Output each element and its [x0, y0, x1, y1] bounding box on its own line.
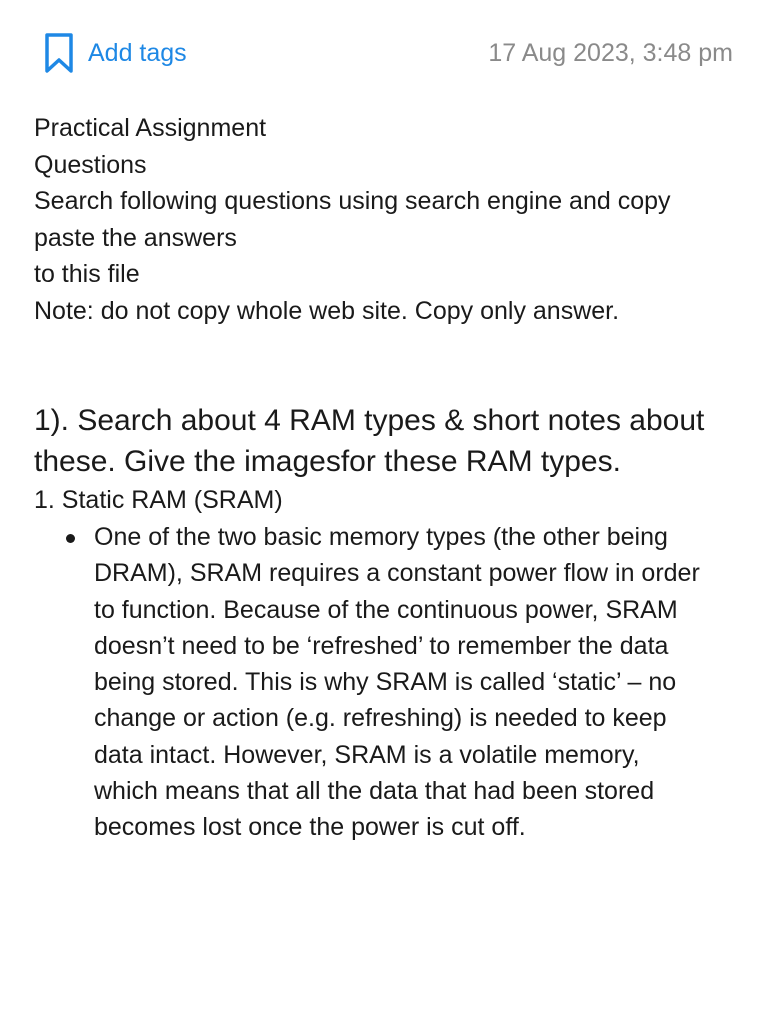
question-heading	[34, 400, 744, 482]
bullet-line: change or action (e.g. refreshing) is needed to keep	[94, 704, 667, 733]
note-header	[42, 30, 733, 76]
note-timestamp: 17 Aug 2023, 3:48 pm	[488, 38, 733, 67]
intro-line: Questions	[34, 150, 147, 179]
bookmark-icon[interactable]	[42, 30, 78, 76]
list-item	[94, 519, 744, 846]
bullet-line: DRAM), SRAM requires a constant power flow in order	[94, 559, 700, 588]
intro-line: paste the answers	[34, 223, 237, 252]
bullet-line: data intact. However, SRAM is a volatile memory,	[94, 740, 640, 769]
question-line: 1). Search about 4 RAM types & short notes about	[34, 404, 705, 437]
intro-line: Search following questions using search engine and copy	[34, 187, 671, 216]
bullet-line: being stored. This is why SRAM is called ‘static’ – no	[94, 668, 677, 697]
section-heading: 1. Static RAM (SRAM)	[34, 486, 283, 514]
bullet-line: to function. Because of the continuous power, SRAM	[94, 595, 678, 624]
intro-text	[34, 110, 734, 330]
bullet-line: One of the two basic memory types (the other being	[94, 523, 668, 551]
bullet-line: which means that all the data that had been stored	[94, 777, 655, 806]
add-tags-label[interactable]: Add tags	[88, 38, 187, 67]
question-line: these. Give the imagesfor these RAM types.	[34, 445, 621, 478]
intro-line: Practical Assignment	[34, 114, 267, 142]
add-tags-button[interactable]	[42, 30, 187, 76]
bullet-line: doesn’t need to be ‘refreshed’ to remember the data	[94, 631, 669, 660]
bullet-line: becomes lost once the power is cut off.	[94, 813, 526, 842]
intro-line: to this file	[34, 260, 140, 289]
intro-line: Note: do not copy whole web site. Copy only answer.	[34, 296, 620, 325]
bullet-dot	[66, 534, 75, 543]
bullet-list	[94, 519, 744, 846]
